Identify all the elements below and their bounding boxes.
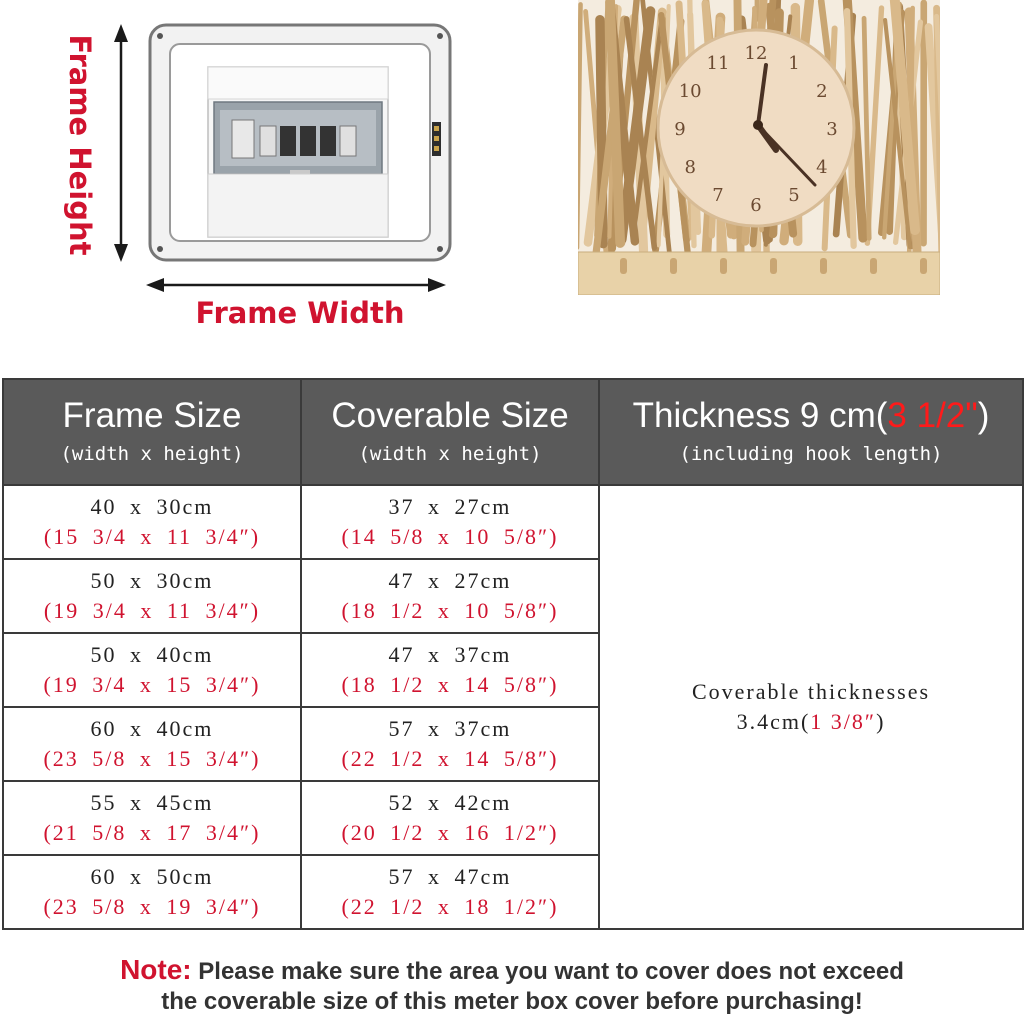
table-row [3, 485, 1023, 559]
note-line-1: Please make sure the area you want to cover does not exceed [198, 958, 904, 985]
frame-width-label: Frame Width [195, 296, 405, 330]
clock-numeral: 11 [706, 53, 730, 75]
coverable-size-cell: 37 x 27cm (14 5/8 x 10 5/8″) [301, 485, 599, 559]
hook-shelf [578, 252, 940, 295]
note-key: Note: [120, 954, 192, 985]
thickness-note-cell: Coverable thicknesses 3.4cm(1 3/8″) [599, 485, 1023, 929]
header-thickness: Thickness 9 cm(3 1/2") (including hook length) [599, 379, 1023, 485]
clock-center [753, 120, 763, 130]
clock-numeral: 5 [788, 184, 800, 206]
frame-size-cell: 40 x 30cm (15 3/4 x 11 3/4″) [3, 485, 301, 559]
coverable-size-cell: 57 x 37cm (22 1/2 x 14 5/8″) [301, 707, 599, 781]
clock-numeral: 4 [816, 157, 828, 178]
shelf-peg [720, 258, 727, 274]
meter-box [208, 67, 388, 237]
clock-numeral: 7 [712, 184, 724, 206]
clock-numeral: 1 [788, 53, 800, 75]
shelf-peg [820, 258, 827, 274]
purchase-note [0, 955, 1024, 1017]
size-table [2, 378, 1024, 930]
shelf-peg [920, 258, 927, 274]
frame-size-cell: 60 x 40cm (23 5/8 x 15 3/4″) [3, 707, 301, 781]
frame-size-cell: 55 x 45cm (21 5/8 x 17 3/4″) [3, 781, 301, 855]
width-arrow [146, 278, 446, 292]
header-coverable-size: Coverable Size (width x height) [301, 379, 599, 485]
clock-numeral: 3 [826, 119, 838, 140]
shelf-peg [770, 258, 777, 274]
shelf-peg [870, 258, 877, 274]
clock-numeral: 6 [750, 195, 762, 216]
clock-numeral: 8 [684, 157, 696, 178]
clock-numeral: 9 [674, 119, 686, 140]
frame-size-cell: 50 x 30cm (19 3/4 x 11 3/4″) [3, 559, 301, 633]
coverable-size-cell: 47 x 37cm (18 1/2 x 14 5/8″) [301, 633, 599, 707]
coverable-size-cell: 47 x 27cm (18 1/2 x 10 5/8″) [301, 559, 599, 633]
frame-size-cell: 60 x 50cm (23 5/8 x 19 3/4″) [3, 855, 301, 929]
shelf-peg [670, 258, 677, 274]
clock-numeral: 10 [678, 81, 702, 102]
coverable-size-cell: 57 x 47cm (22 1/2 x 18 1/2″) [301, 855, 599, 929]
frame-diagram [0, 0, 560, 360]
shelf-peg [620, 258, 627, 274]
table-header-row [3, 379, 1023, 485]
frame-size-cell: 50 x 40cm (19 3/4 x 15 3/4″) [3, 633, 301, 707]
clock-numeral: 2 [816, 81, 828, 102]
note-line-2: the coverable size of this meter box cover before purchasing! [161, 988, 863, 1015]
driftwood-clock-image [578, 0, 940, 295]
clock-numeral: 12 [744, 43, 768, 64]
frame-height-label: Frame Height [63, 34, 97, 256]
coverable-size-cell: 52 x 42cm (20 1/2 x 16 1/2″) [301, 781, 599, 855]
header-frame-size: Frame Size (width x height) [3, 379, 301, 485]
